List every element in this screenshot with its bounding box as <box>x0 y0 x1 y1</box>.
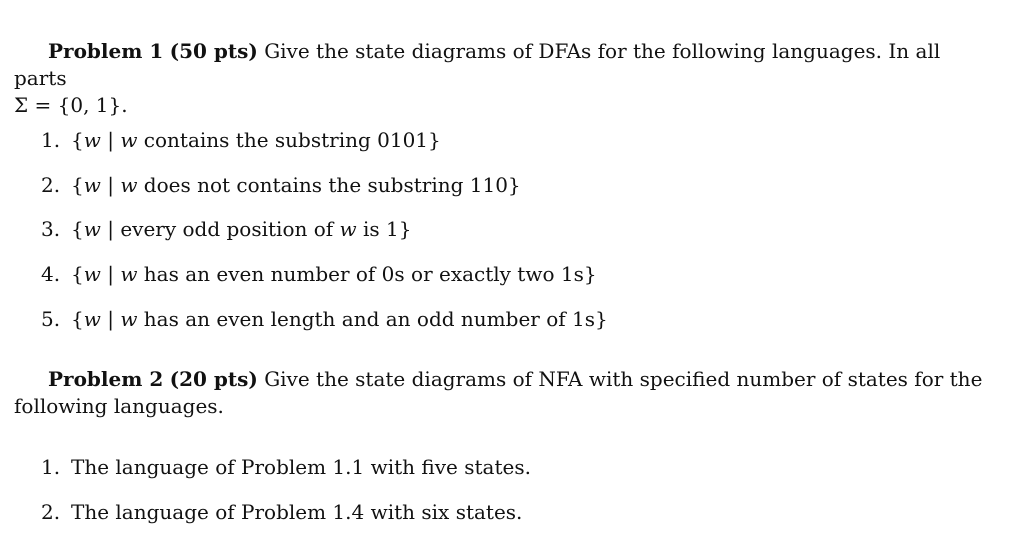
problem-1-statement <box>14 38 994 119</box>
problem-2-text: Give the state diagrams of NFA with specified number of states for the following languages. <box>14 367 983 418</box>
item-number: 3. <box>41 217 61 241</box>
separator: | <box>100 173 121 197</box>
var-w: w <box>120 128 138 152</box>
set-open: { <box>71 128 84 152</box>
item-text: The language of Problem 1.1 with five states. <box>71 455 531 479</box>
set-open: { <box>71 173 84 197</box>
problem-1-text: Give the state diagrams of DFAs for the following languages. In all parts <box>14 39 941 90</box>
item-text: has an even number of 0s or exactly two 1s} <box>137 262 597 286</box>
item-text: contains the substring 0101} <box>137 128 441 152</box>
set-open: { <box>71 307 84 331</box>
var-w: w <box>83 217 101 241</box>
separator: | <box>100 128 121 152</box>
problem-1-item-3 <box>41 216 411 242</box>
problem-1-title: Problem 1 <box>48 39 164 63</box>
var-w: w <box>339 217 357 241</box>
var-w: w <box>120 173 138 197</box>
problem-2-title: Problem 2 <box>48 367 164 391</box>
var-w: w <box>120 307 138 331</box>
problem-2-statement <box>14 366 994 420</box>
problem-1-alphabet: Σ = {0, 1}. <box>14 93 128 117</box>
problem-1-item-2 <box>41 172 521 198</box>
item-text: The language of Problem 1.4 with six states. <box>71 500 523 524</box>
separator: | <box>100 307 121 331</box>
set-open: { <box>71 262 84 286</box>
separator: | <box>100 262 121 286</box>
item-number: 1. <box>41 455 61 479</box>
problem-1-points: (50 pts) <box>169 39 258 63</box>
problem-2-points: (20 pts) <box>169 367 258 391</box>
item-text: is 1} <box>356 217 412 241</box>
item-text: does not contains the substring 110} <box>137 173 521 197</box>
problem-2-item-1 <box>41 454 531 480</box>
item-number: 1. <box>41 128 61 152</box>
var-w: w <box>120 262 138 286</box>
problem-1-item-5 <box>41 306 608 332</box>
separator: | every odd position of <box>100 217 340 241</box>
problem-1-item-4 <box>41 261 597 287</box>
var-w: w <box>83 128 101 152</box>
set-open: { <box>71 217 84 241</box>
var-w: w <box>83 307 101 331</box>
var-w: w <box>83 262 101 286</box>
item-text: has an even length and an odd number of 1s} <box>137 307 608 331</box>
problem-2-item-2 <box>41 499 522 525</box>
var-w: w <box>83 173 101 197</box>
problem-1-item-1 <box>41 127 441 153</box>
item-number: 2. <box>41 173 61 197</box>
item-number: 4. <box>41 262 61 286</box>
item-number: 5. <box>41 307 61 331</box>
item-number: 2. <box>41 500 61 524</box>
